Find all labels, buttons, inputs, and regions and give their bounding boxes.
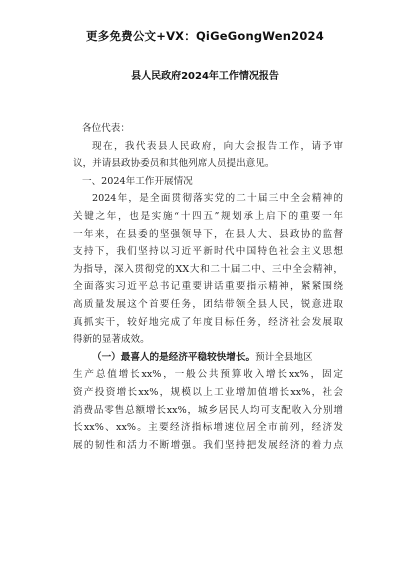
paragraph-line: 资产投资增长xx%，规模以上工业增加值增长xx%，社会 bbox=[73, 386, 343, 398]
subsection-heading: （一）最喜人的是经济平稳较快增长。 bbox=[92, 351, 256, 363]
document-title: 县人民政府2024年工作情况报告 bbox=[131, 71, 279, 82]
paragraph-fragment: 预计全县地区 bbox=[255, 351, 313, 363]
paragraph-line: 2024年，是全面贯彻落实党的二十届三中全会精神的 bbox=[92, 193, 343, 205]
paragraph-line: 得新的显著成效。 bbox=[73, 334, 150, 346]
intro-line: 议，并请县政协委员和其他列席人员提出意见。 bbox=[73, 158, 275, 170]
salutation: 各位代表： bbox=[82, 123, 130, 134]
paragraph-line: 支持下，我们坚持以习近平新时代中国特色社会主义思想 bbox=[73, 246, 343, 258]
paragraph-line: 真抓实干，较好地完成了年度目标任务，经济社会发展取 bbox=[73, 316, 343, 328]
paragraph-line: 关键之年，也是实施“十四五”规划承上启下的重要一年 bbox=[73, 210, 343, 222]
document-body bbox=[73, 120, 343, 454]
paragraph-line: 一年来，在县委的坚强领导下，在县人大、县政协的监督 bbox=[73, 228, 343, 240]
intro-line: 现在，我代表县人民政府，向大会报告工作，请予审 bbox=[92, 140, 343, 152]
watermark-banner: 更多免费公文+VX：QiGeGongWen2024 bbox=[86, 29, 324, 43]
paragraph-line: 生产总值增长xx%，一般公共预算收入增长xx%，固定 bbox=[73, 369, 343, 381]
paragraph-line: 长xx%、xx%。主要经济指标增速位居全市前列，经济发 bbox=[73, 422, 343, 434]
subsection-line bbox=[73, 349, 343, 367]
paragraph-line: 全面落实习近平总书记重要讲话重要指示精神，紧紧围绕 bbox=[73, 281, 343, 293]
paragraph-line: 展的韧性和活力不断增强。我们坚持把发展经济的着力点 bbox=[73, 439, 343, 451]
paragraph-line: 消费品零售总额增长xx%，城乡居民人均可支配收入分别增 bbox=[73, 404, 343, 416]
section-heading: 一、2024年工作开展情况 bbox=[82, 175, 193, 187]
paragraph-line: 高质量发展这个首要任务，团结带领全县人民，锐意进取 bbox=[73, 298, 343, 310]
paragraph-line: 为指导，深入贯彻党的XX大和二十届二中、三中全会精神， bbox=[73, 263, 343, 275]
